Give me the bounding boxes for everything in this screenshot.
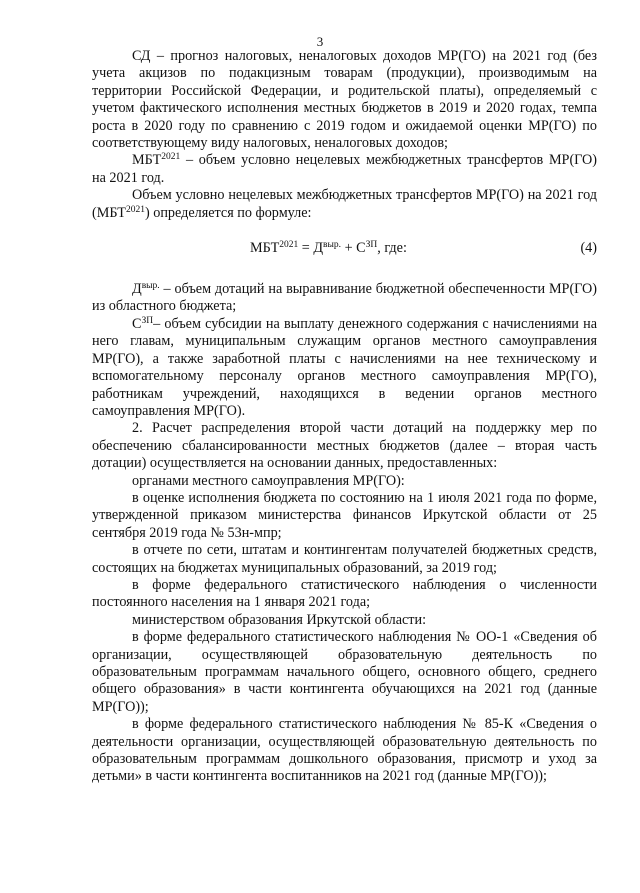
paragraph-c-definition: [92, 316, 597, 420]
d-symbol: Д: [132, 281, 142, 298]
formula-number: (4): [580, 240, 597, 257]
formula-d-term: = Д: [298, 240, 324, 257]
mbt-superscript: 2021: [161, 152, 181, 163]
formula-d-superscript: выр.: [323, 240, 342, 251]
d-superscript: выр.: [141, 281, 160, 292]
formula-intro-tail: ) определяется по формуле:: [144, 204, 312, 221]
paragraph-mbt-formula-intro: [92, 187, 597, 222]
c-symbol: С: [132, 315, 142, 332]
formula-intro-superscript: 2021: [125, 204, 145, 215]
page-number: 3: [316, 34, 324, 49]
mbt-definition-text: – объем условно нецелевых межбюджетных трансфертов МР(ГО) на 2021 год.: [92, 152, 597, 186]
paragraph-mbt-definition: [92, 152, 597, 187]
d-definition-text: – объем дотаций на выравнивание бюджетной обеспеченности МР(ГО) из областного бюджета;: [92, 281, 597, 315]
paragraph-education-ministry-heading: министерством образования Иркутской области:: [132, 611, 427, 628]
c-superscript: ЗП: [141, 315, 154, 326]
formula-lhs: МБТ: [250, 240, 280, 257]
formula-expression: [250, 240, 407, 257]
formula-intro-text: Объем условно нецелевых межбюджетных трансфертов МР(ГО) на 2021 год (МБТ: [92, 187, 597, 221]
paragraph-budget-estimate: в оценке исполнения бюджета по состоянию на 1 июля 2021 года по форме, утвержденной приказом министерства финансов Иркутской области от 25 сентября 2019 года № 53н-мпр;: [92, 489, 597, 541]
document-body: [92, 48, 597, 786]
paragraph-sd-definition: СД – прогноз налоговых, неналоговых доходов МР(ГО) на 2021 год (без учета акцизов по подакцизным товарам (продукции), производимым на территории Российской Федерации, и родительской платы), определяемый с учетом фактического исполнения местных бюджетов в 2019 и 2020 годах, темпа роста в 2020 году по сравнению с 2019 годом и ожидаемой оценки МР(ГО) по соответствующему виду налоговых, неналоговых доходов;: [92, 48, 597, 152]
paragraph-second-part-calculation: 2. Расчет распределения второй части дотаций на поддержку мер по обеспечению сбалансированности местных бюджетов (далее – вторая часть дотации) осуществляется на основании данных, предоставленных:: [92, 420, 597, 472]
formula-block: [92, 232, 597, 272]
formula-lhs-superscript: 2021: [279, 240, 299, 251]
paragraph-staffing-report: в отчете по сети, штатам и контингентам получателей бюджетных средств, состоящих на бюджетах муниципальных образований, за 2019 год;: [92, 542, 597, 576]
mbt-symbol: МБТ: [132, 152, 162, 169]
paragraph-85k-form: в форме федерального статистического наблюдения № 85-К «Сведения о деятельности организации, осуществляющей образовательную деятельность по образовательным программам дошкольного образования, присмотр и уход за детьми» в части контингента воспитанников на 2021 год (данные МР(ГО));: [92, 716, 597, 785]
c-definition-text: – объем субсидии на выплату денежного содержания с начислениями на него главам, муниципальным служащим органов местного самоуправления МР(ГО), а также заработной платы с начислениями на нее техническому и вспомогательному персоналу органов местного самоуправления МР(ГО), работникам учреждений, находящихся в ведении органов местного самоуправления МР(ГО).: [92, 315, 597, 419]
formula-c-superscript: ЗП: [365, 240, 378, 251]
formula-tail: , где:: [377, 240, 407, 257]
paragraph-d-definition: [92, 281, 597, 316]
paragraph-population-statistics: в форме федерального статистического наблюдения о численности постоянного населения на 1 января 2021 года;: [92, 576, 597, 611]
formula-c-term: + С: [341, 240, 366, 257]
paragraph-oo1-form: в форме федерального статистического наблюдения № ОО-1 «Сведения об организации, осуществляющей образовательную деятельность по образовательным программам начального общего, основного общего, среднего общего образования» в части контингента обучающихся на 2021 год (данные МР(ГО));: [92, 629, 597, 715]
paragraph-local-authorities-heading: органами местного самоуправления МР(ГО):: [132, 472, 405, 489]
